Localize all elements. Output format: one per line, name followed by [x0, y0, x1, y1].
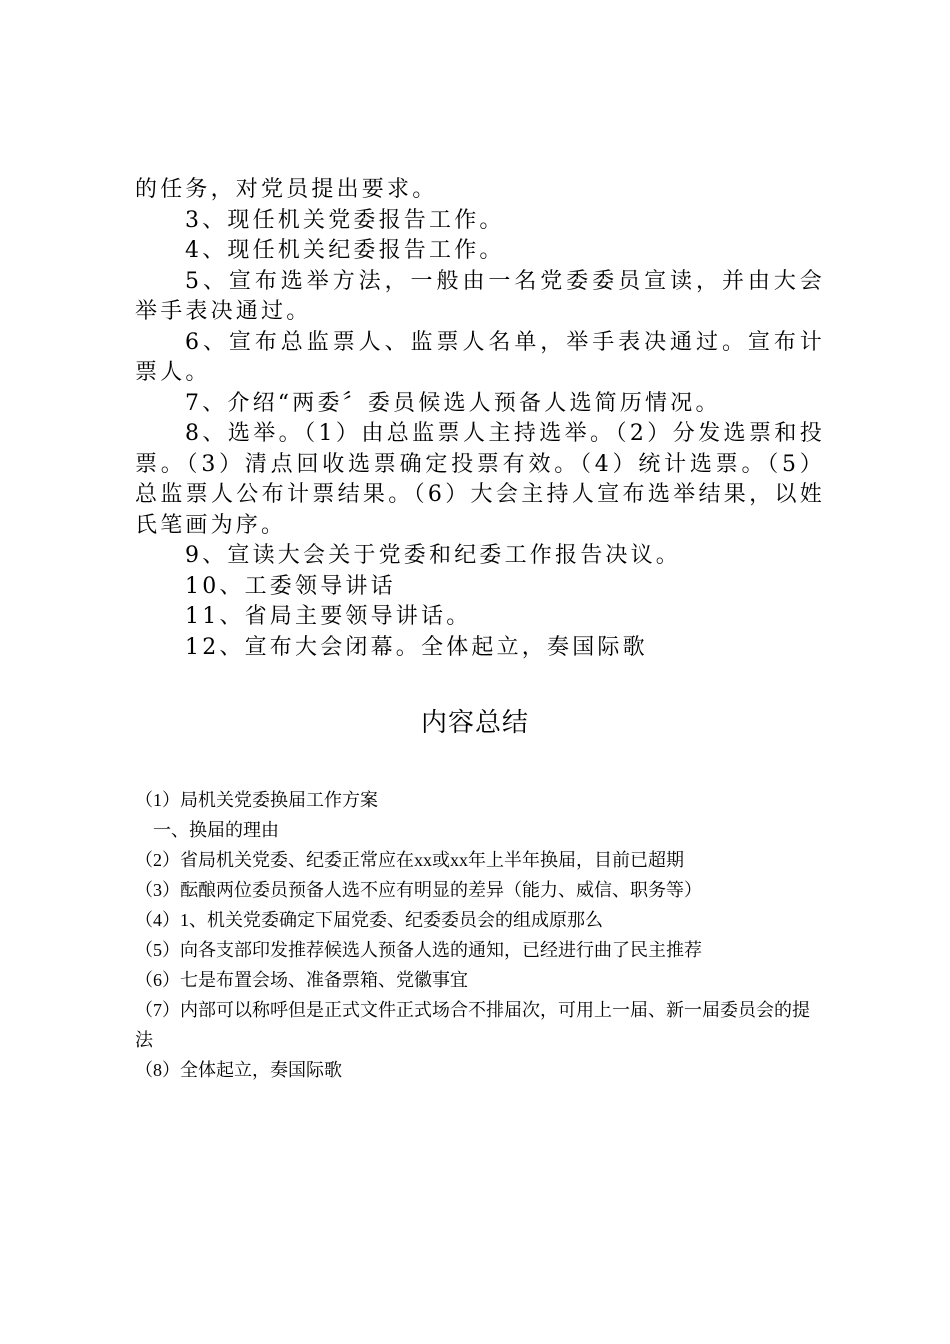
summary-item: （8）全体起立，奏国际歌 [135, 1060, 342, 1080]
summary-item: （7）内部可以称呼但是正式文件正式场合不排届次，可用上一届、新一届委员会的提法 [135, 1000, 810, 1050]
summary-item: （4）1、机关党委确定下届党委、纪委委员会的组成原那么 [135, 910, 603, 930]
summary-item: （3）酝酿两位委员预备人选不应有明显的差异（能力、威信、职务等） [135, 880, 702, 900]
paragraph-item-7: 7、介绍“两委〞委员候选人预备人选简历情况。 [185, 390, 721, 416]
summary-list [135, 785, 825, 1085]
paragraph-continuation: 的任务，对党员提出要求。 [135, 177, 438, 202]
summary-item: （5）向各支部印发推荐候选人预备人选的通知，已经进行曲了民主推荐 [135, 940, 702, 960]
summary-item: 一、换届的理由 [153, 820, 279, 840]
paragraph-item-11: 11、省局主要领导讲话。 [185, 604, 472, 629]
paragraph-item-4: 4、现任机关纪委报告工作。 [185, 238, 505, 263]
paragraph-item-10: 10、工委领导讲话 [185, 573, 396, 599]
summary-item: （2）省局机关党委、纪委正常应在xx或xx年上半年换届，目前已超期 [135, 850, 684, 870]
summary-item: （1）局机关党委换届工作方案 [135, 790, 378, 810]
paragraph-item-9: 9、宣读大会关于党委和纪委工作报告决议。 [185, 543, 681, 568]
meeting-procedure-text [135, 175, 825, 663]
paragraph-item-6: 6、宣布总监票人、监票人名单，举手表决通过。宣布计票人。 [135, 329, 825, 385]
summary-item: （6）七是布置会场、准备票箱、党徽事宜 [135, 970, 468, 990]
paragraph-item-12: 12、宣布大会闭幕。全体起立，奏国际歌 [185, 634, 648, 660]
paragraph-item-3: 3、现任机关党委报告工作。 [185, 207, 505, 233]
paragraph-item-8: 8、选举。（1）由总监票人主持选举。（2）分发选票和投票。（3）清点回收选票确定投票有效。（4）统计选票。（5）总监票人公布计票结果。（6）大会主持人宣布选举结果，以姓氏笔画为序。 [135, 421, 825, 538]
summary-title: 内容总结 [420, 708, 529, 738]
paragraph-item-5: 5、宣布选举方法，一般由一名党委委员宣读，并由大会举手表决通过。 [135, 268, 825, 324]
